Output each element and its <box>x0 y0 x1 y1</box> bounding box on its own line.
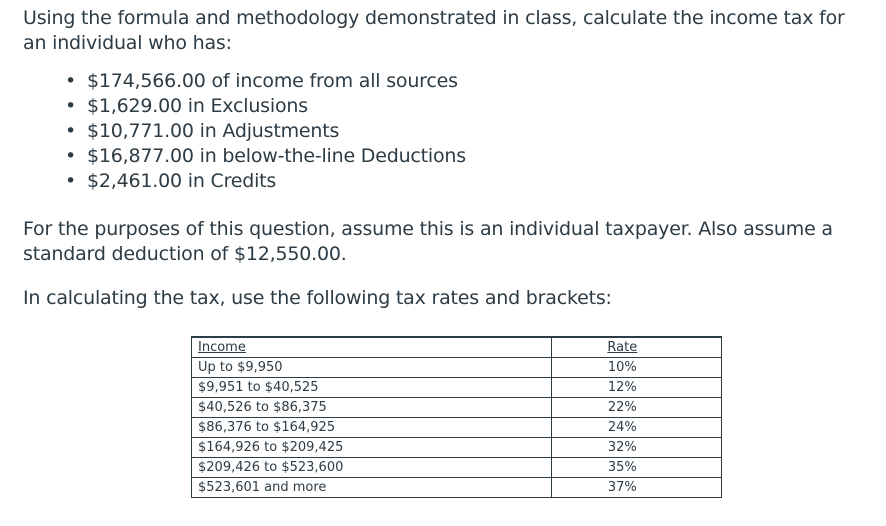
table-header-row <box>192 337 722 358</box>
rate-cell: 12% <box>551 378 721 398</box>
table-row <box>192 418 722 438</box>
bullet-icon: • <box>65 170 77 192</box>
rate-cell: 35% <box>551 458 721 478</box>
income-cell: Up to $9,950 <box>192 358 552 378</box>
fact-text: $16,877.00 in below-the-line Deductions <box>87 145 466 167</box>
list-item <box>65 94 873 119</box>
fact-text: $174,566.00 of income from all sources <box>87 70 458 92</box>
rate-column-header: Rate <box>551 337 721 358</box>
table-row <box>192 478 722 498</box>
list-item <box>65 119 873 144</box>
bullet-icon: • <box>65 95 77 117</box>
rate-cell: 22% <box>551 398 721 418</box>
table-row <box>192 398 722 418</box>
rate-cell: 37% <box>551 478 721 498</box>
rate-cell: 32% <box>551 438 721 458</box>
instruction-text: In calculating the tax, use the following tax rates and brackets: <box>23 287 612 309</box>
list-item <box>65 169 873 194</box>
table-row <box>192 378 722 398</box>
assumption-text: For the purposes of this question, assume this is an individual taxpayer. Also assume a standard deduction of $12,550.00. <box>23 218 833 265</box>
income-cell: $164,926 to $209,425 <box>192 438 552 458</box>
income-cell: $86,376 to $164,925 <box>192 418 552 438</box>
rate-cell: 10% <box>551 358 721 378</box>
income-cell: $40,526 to $86,375 <box>192 398 552 418</box>
bullet-icon: • <box>65 70 77 92</box>
table-row <box>192 438 722 458</box>
table-row <box>192 458 722 478</box>
table-row <box>192 358 722 378</box>
bullet-icon: • <box>65 120 77 142</box>
income-cell: $9,951 to $40,525 <box>192 378 552 398</box>
income-column-header: Income <box>192 337 552 358</box>
question-intro: Using the formula and methodology demonstrated in class, calculate the income tax for an individual who has: <box>23 7 845 54</box>
list-item <box>65 144 873 169</box>
fact-text: $1,629.00 in Exclusions <box>87 95 308 117</box>
facts-list <box>65 69 873 194</box>
rate-cell: 24% <box>551 418 721 438</box>
list-item <box>65 69 873 94</box>
income-cell: $209,426 to $523,600 <box>192 458 552 478</box>
question-body <box>23 6 873 311</box>
bullet-icon: • <box>65 145 77 167</box>
income-cell: $523,601 and more <box>192 478 552 498</box>
fact-text: $2,461.00 in Credits <box>87 170 277 192</box>
fact-text: $10,771.00 in Adjustments <box>87 120 340 142</box>
tax-bracket-table <box>191 336 722 498</box>
